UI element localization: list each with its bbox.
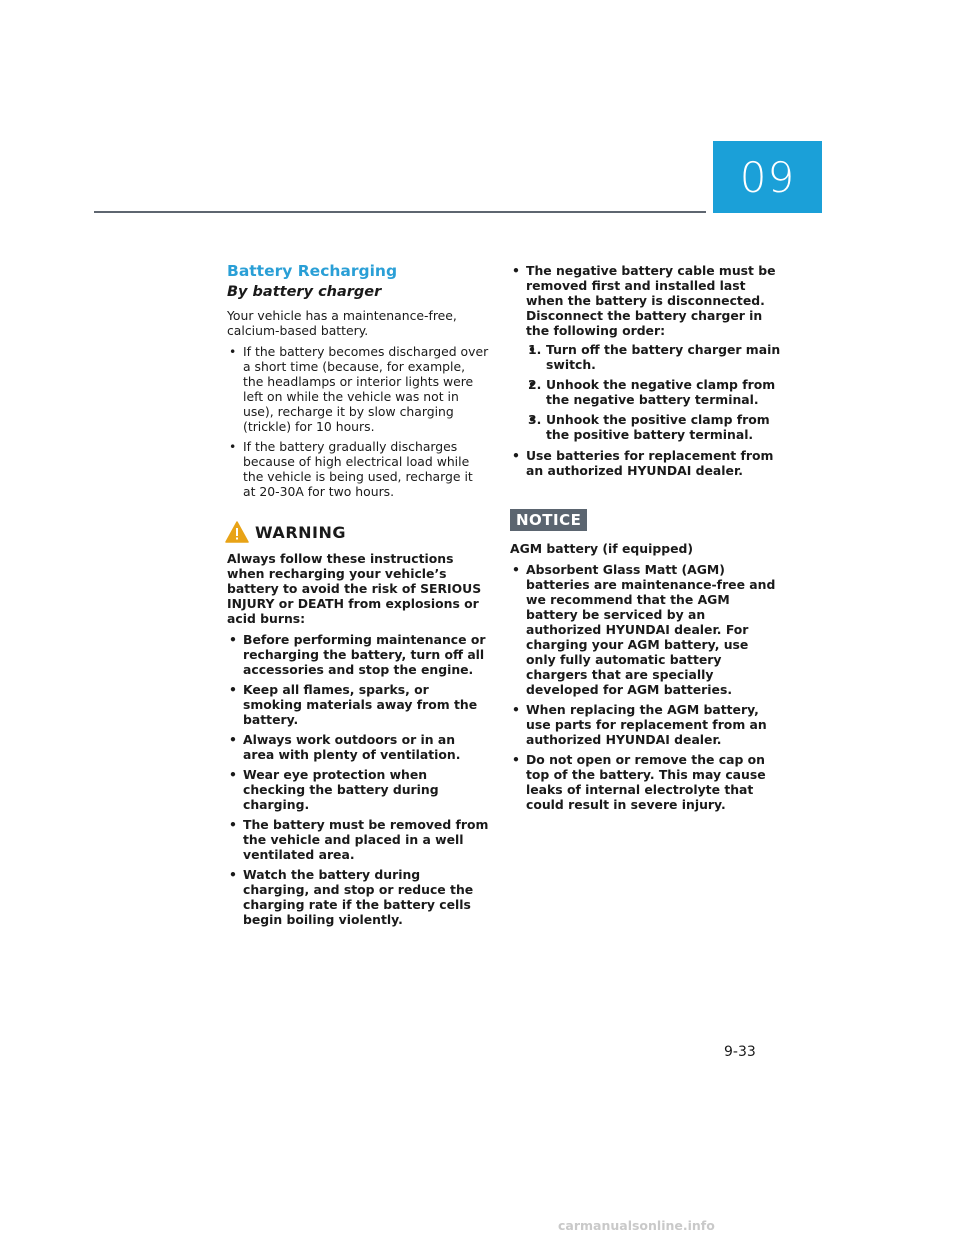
step-text: Unhook the positive clamp from the positive battery terminal. <box>546 412 770 442</box>
warning-icon <box>225 521 249 543</box>
notice-bullets <box>510 562 782 812</box>
page-number: 9-33 <box>724 1044 756 1060</box>
negative-cable-bullets <box>510 263 782 478</box>
negative-cable-text: The negative battery cable must be removed first and installed last when the battery is disconnected. Disconnect the battery charger in the following order: <box>526 263 776 338</box>
warning-label: WARNING <box>255 522 346 542</box>
step-text: Turn off the battery charger main switch. <box>546 342 781 372</box>
watermark: carmanualsonline.info <box>558 1218 715 1233</box>
subsection-title: By battery charger <box>227 284 382 300</box>
list-item: • The battery must be removed from the vehicle and placed in a well ventilated area. <box>227 817 489 862</box>
warning-bullets <box>227 632 489 927</box>
warning-header <box>225 521 489 543</box>
chapter-tab <box>713 141 822 213</box>
intro-paragraph: Your vehicle has a maintenance-free, calcium-based battery. <box>227 308 457 338</box>
step-item <box>526 342 782 372</box>
list-item: • Do not open or remove the cap on top of the battery. This may cause leaks of internal electrolyte that could result in severe injury. <box>510 752 782 812</box>
list-item: • When replacing the AGM battery, use parts for replacement from an authorized HYUNDAI dealer. <box>510 702 782 747</box>
step-item <box>526 412 782 442</box>
step-number: • 1. <box>528 342 542 357</box>
notice-badge: NOTICE <box>510 509 587 531</box>
list-item <box>510 263 782 442</box>
left-column <box>227 262 489 932</box>
recharge-bullets <box>227 344 489 499</box>
disconnect-steps <box>526 342 782 442</box>
list-item: • If the battery becomes discharged over a short time (because, for example, the headlamps or interior lights were left on while the vehicle was not in use), recharge it by slow charging (trickle) for 10 hours. <box>227 344 489 434</box>
right-column <box>510 263 782 817</box>
warning-intro: Always follow these instructions when recharging your vehicle’s battery to avoid the risk of SERIOUS INJURY or DEATH from explosions or acid burns: <box>227 551 482 626</box>
step-number: • 3. <box>528 412 542 427</box>
step-item <box>526 377 782 407</box>
list-item: • Use batteries for replacement from an authorized HYUNDAI dealer. <box>510 448 782 478</box>
list-item: • If the battery gradually discharges because of high electrical load while the vehicle is being used, recharge it at 20-30A for two hours. <box>227 439 489 499</box>
list-item: • Keep all flames, sparks, or smoking materials away from the battery. <box>227 682 489 727</box>
list-item: • Absorbent Glass Matt (AGM) batteries are maintenance-free and we recommend that the AGM battery be serviced by an authorized HYUNDAI dealer. For charging your AGM battery, use only fully automatic battery chargers that are specially developed for AGM batteries. <box>510 562 782 697</box>
step-number: • 2. <box>528 377 542 392</box>
section-title: Battery Recharging <box>227 262 398 280</box>
chapter-number: 09 <box>739 152 796 202</box>
step-text: Unhook the negative clamp from the negative battery terminal. <box>546 377 776 407</box>
list-item: • Always work outdoors or in an area with plenty of ventilation. <box>227 732 489 762</box>
list-item: • Watch the battery during charging, and stop or reduce the charging rate if the battery cells begin boiling violently. <box>227 867 489 927</box>
list-item: • Wear eye protection when checking the battery during charging. <box>227 767 489 812</box>
header-rule <box>94 211 706 213</box>
notice-heading: AGM battery (if equipped) <box>510 541 694 556</box>
list-item: • Before performing maintenance or recharging the battery, turn off all accessories and stop the engine. <box>227 632 489 677</box>
